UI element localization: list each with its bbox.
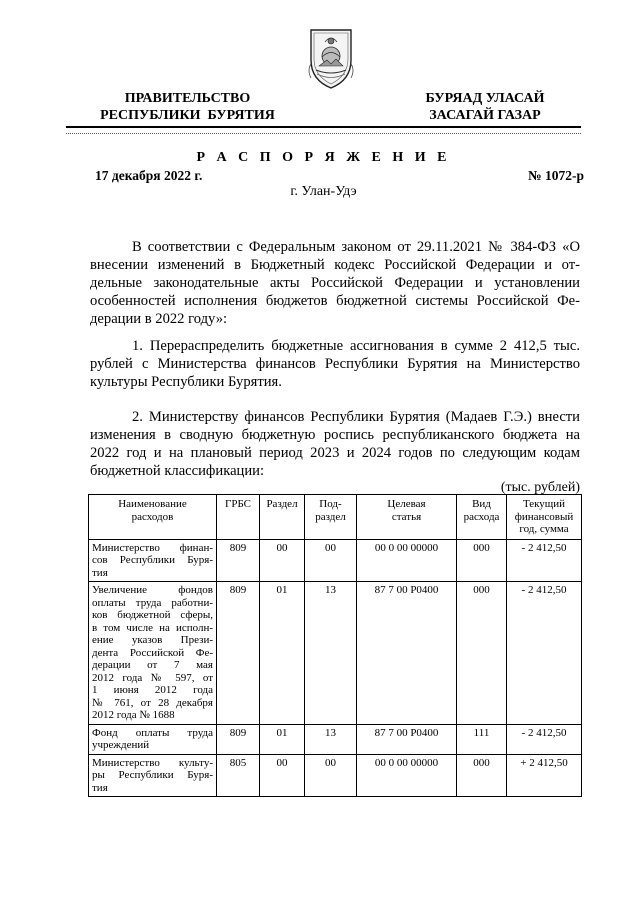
preamble-paragraph — [90, 238, 580, 328]
col-header-text: Раздел — [266, 498, 298, 510]
cell-name-line: 2012 года № 1688 — [92, 709, 175, 721]
col-header-statya — [357, 495, 457, 540]
budget-table — [88, 494, 582, 797]
col-header-grbs — [217, 495, 260, 540]
preamble-line: особенностей исполнения бюджетов бюджетной системы Российской Фе- — [90, 293, 580, 309]
item-2-line: бюджетной классификации: — [90, 463, 265, 479]
col-header-text: Текущий — [522, 498, 566, 510]
cell-vid: 000 — [457, 539, 507, 582]
cell-grbs: 805 — [217, 754, 260, 797]
col-header-text: финансовый — [514, 510, 574, 523]
cell-name — [89, 754, 217, 797]
col-header-name — [89, 495, 217, 540]
cell-statya: 00 0 00 00000 — [357, 539, 457, 582]
col-header-text: расходов — [131, 510, 174, 523]
cell-name-line: учреждений — [92, 739, 150, 751]
cell-statya: 00 0 00 00000 — [357, 754, 457, 797]
cell-name-line: ков бюджетной сферы, — [92, 609, 213, 621]
header-divider-thick — [66, 126, 581, 128]
preamble-line: дерации в 2022 году»: — [90, 311, 228, 327]
document-title: Р А С П О Р Я Ж Е Н И Е — [196, 150, 451, 165]
cell-name-line: дерации от 7 мая — [92, 659, 213, 671]
item-2-line: 2. Министерству финансов Республики Бурятия (Мадаев Г.Э.) внести — [132, 409, 580, 425]
col-header-summa — [507, 495, 582, 540]
cell-name-line: Фонд оплаты труда — [92, 726, 213, 739]
preamble-line: В соответствии с Федеральным законом от 29.11.2021 № 384-ФЗ «О — [132, 239, 580, 255]
cell-vid: 111 — [457, 724, 507, 754]
item-1-paragraph — [90, 337, 580, 391]
col-header-text: раздел — [315, 510, 346, 523]
cell-podrazdel: 13 — [305, 582, 357, 725]
col-header-vid — [457, 495, 507, 540]
cell-podrazdel: 00 — [305, 539, 357, 582]
cell-statya: 87 7 00 P0400 — [357, 724, 457, 754]
col-header-text: Под- — [319, 498, 342, 510]
cell-razdel: 00 — [260, 754, 305, 797]
col-header-razdel — [260, 495, 305, 540]
cell-name-line: сов Республики Буря- — [92, 554, 213, 566]
header-left — [85, 90, 290, 124]
cell-grbs: 809 — [217, 724, 260, 754]
cell-name-line: ение указов Прези- — [92, 634, 213, 646]
cell-razdel: 01 — [260, 582, 305, 725]
header-left-line1: ПРАВИТЕЛЬСТВО — [124, 91, 251, 106]
cell-podrazdel: 13 — [305, 724, 357, 754]
item-2-paragraph — [90, 408, 580, 480]
header-right-line2: ЗАСАГАЙ ГАЗАР — [429, 108, 541, 123]
header-divider-dotted — [66, 133, 581, 134]
item-1-line: рублей с Министерства финансов Республики Бурятия на Министерство — [90, 356, 580, 372]
cell-name-line: 2012 года № 597, от — [92, 671, 213, 684]
col-header-text: год, сумма — [519, 523, 569, 535]
item-2-line: изменения в сводную бюджетную роспись республиканского бюджета на — [90, 427, 580, 443]
cell-name — [89, 724, 217, 754]
header-right-line1: БУРЯАД УЛАСАЙ — [425, 91, 545, 106]
table-row — [89, 582, 582, 725]
cell-name-line: Министерство культу- — [92, 756, 213, 769]
header-left-line2: РЕСПУБЛИКИ БУРЯТИЯ — [100, 108, 275, 123]
cell-name — [89, 539, 217, 582]
cell-name — [89, 582, 217, 725]
table-header-row — [89, 495, 582, 540]
coat-of-arms-emblem — [305, 26, 357, 90]
table-row — [89, 754, 582, 797]
col-header-text: статья — [391, 510, 422, 523]
cell-podrazdel: 00 — [305, 754, 357, 797]
col-header-text: Вид — [472, 498, 491, 510]
cell-razdel: 01 — [260, 724, 305, 754]
cell-summa: + 2 412,50 — [507, 754, 582, 797]
col-header-text: Целевая — [387, 498, 426, 510]
col-header-text: расхода — [463, 510, 500, 523]
table-row — [89, 539, 582, 582]
cell-name-line: Увеличение фондов — [92, 584, 213, 596]
header-right — [405, 90, 565, 124]
col-header-text: Наименование — [118, 498, 187, 510]
col-header-podrazdel — [305, 495, 357, 540]
cell-vid: 000 — [457, 582, 507, 725]
cell-name-line: оплаты труда работни- — [92, 596, 213, 609]
document-number: № 1072-р — [528, 168, 584, 183]
cell-name-line: 1 июня 2012 года — [92, 684, 213, 696]
item-2-line: 2022 год и на плановый период 2023 и 2024 годов по следующим кодам — [90, 445, 580, 461]
table-row — [89, 724, 582, 754]
preamble-line: дельные законодательные акты Российской Федерации и установлении — [90, 275, 580, 291]
item-1-line: 1. Перераспределить бюджетные ассигнования в сумме 2 412,5 тыс. — [132, 338, 580, 354]
cell-statya: 87 7 00 P0400 — [357, 582, 457, 725]
preamble-line: внесении изменений в Бюджетный кодекс Российской Федерации и от- — [90, 257, 580, 273]
cell-name-line: Министерство финан- — [92, 541, 213, 554]
cell-summa: - 2 412,50 — [507, 539, 582, 582]
cell-name-line: № 761, от 28 декабря — [92, 696, 213, 709]
cell-name-line: тия — [92, 781, 108, 794]
cell-summa: - 2 412,50 — [507, 582, 582, 725]
cell-name-line: тия — [92, 566, 108, 579]
cell-summa: - 2 412,50 — [507, 724, 582, 754]
document-city: г. Улан-Удэ — [290, 184, 357, 199]
col-header-text: ГРБС — [224, 498, 252, 510]
units-label: (тыс. рублей) — [500, 480, 580, 495]
item-1-line: культуры Республики Бурятия. — [90, 374, 282, 390]
cell-vid: 000 — [457, 754, 507, 797]
cell-razdel: 00 — [260, 539, 305, 582]
cell-name-line: ры Республики Буря- — [92, 769, 213, 781]
cell-name-line: дента Российской Фе- — [92, 646, 213, 659]
document-date: 17 декабря 2022 г. — [95, 168, 203, 183]
cell-grbs: 809 — [217, 539, 260, 582]
cell-grbs: 809 — [217, 582, 260, 725]
cell-name-line: в том числе на исполн- — [92, 621, 213, 634]
